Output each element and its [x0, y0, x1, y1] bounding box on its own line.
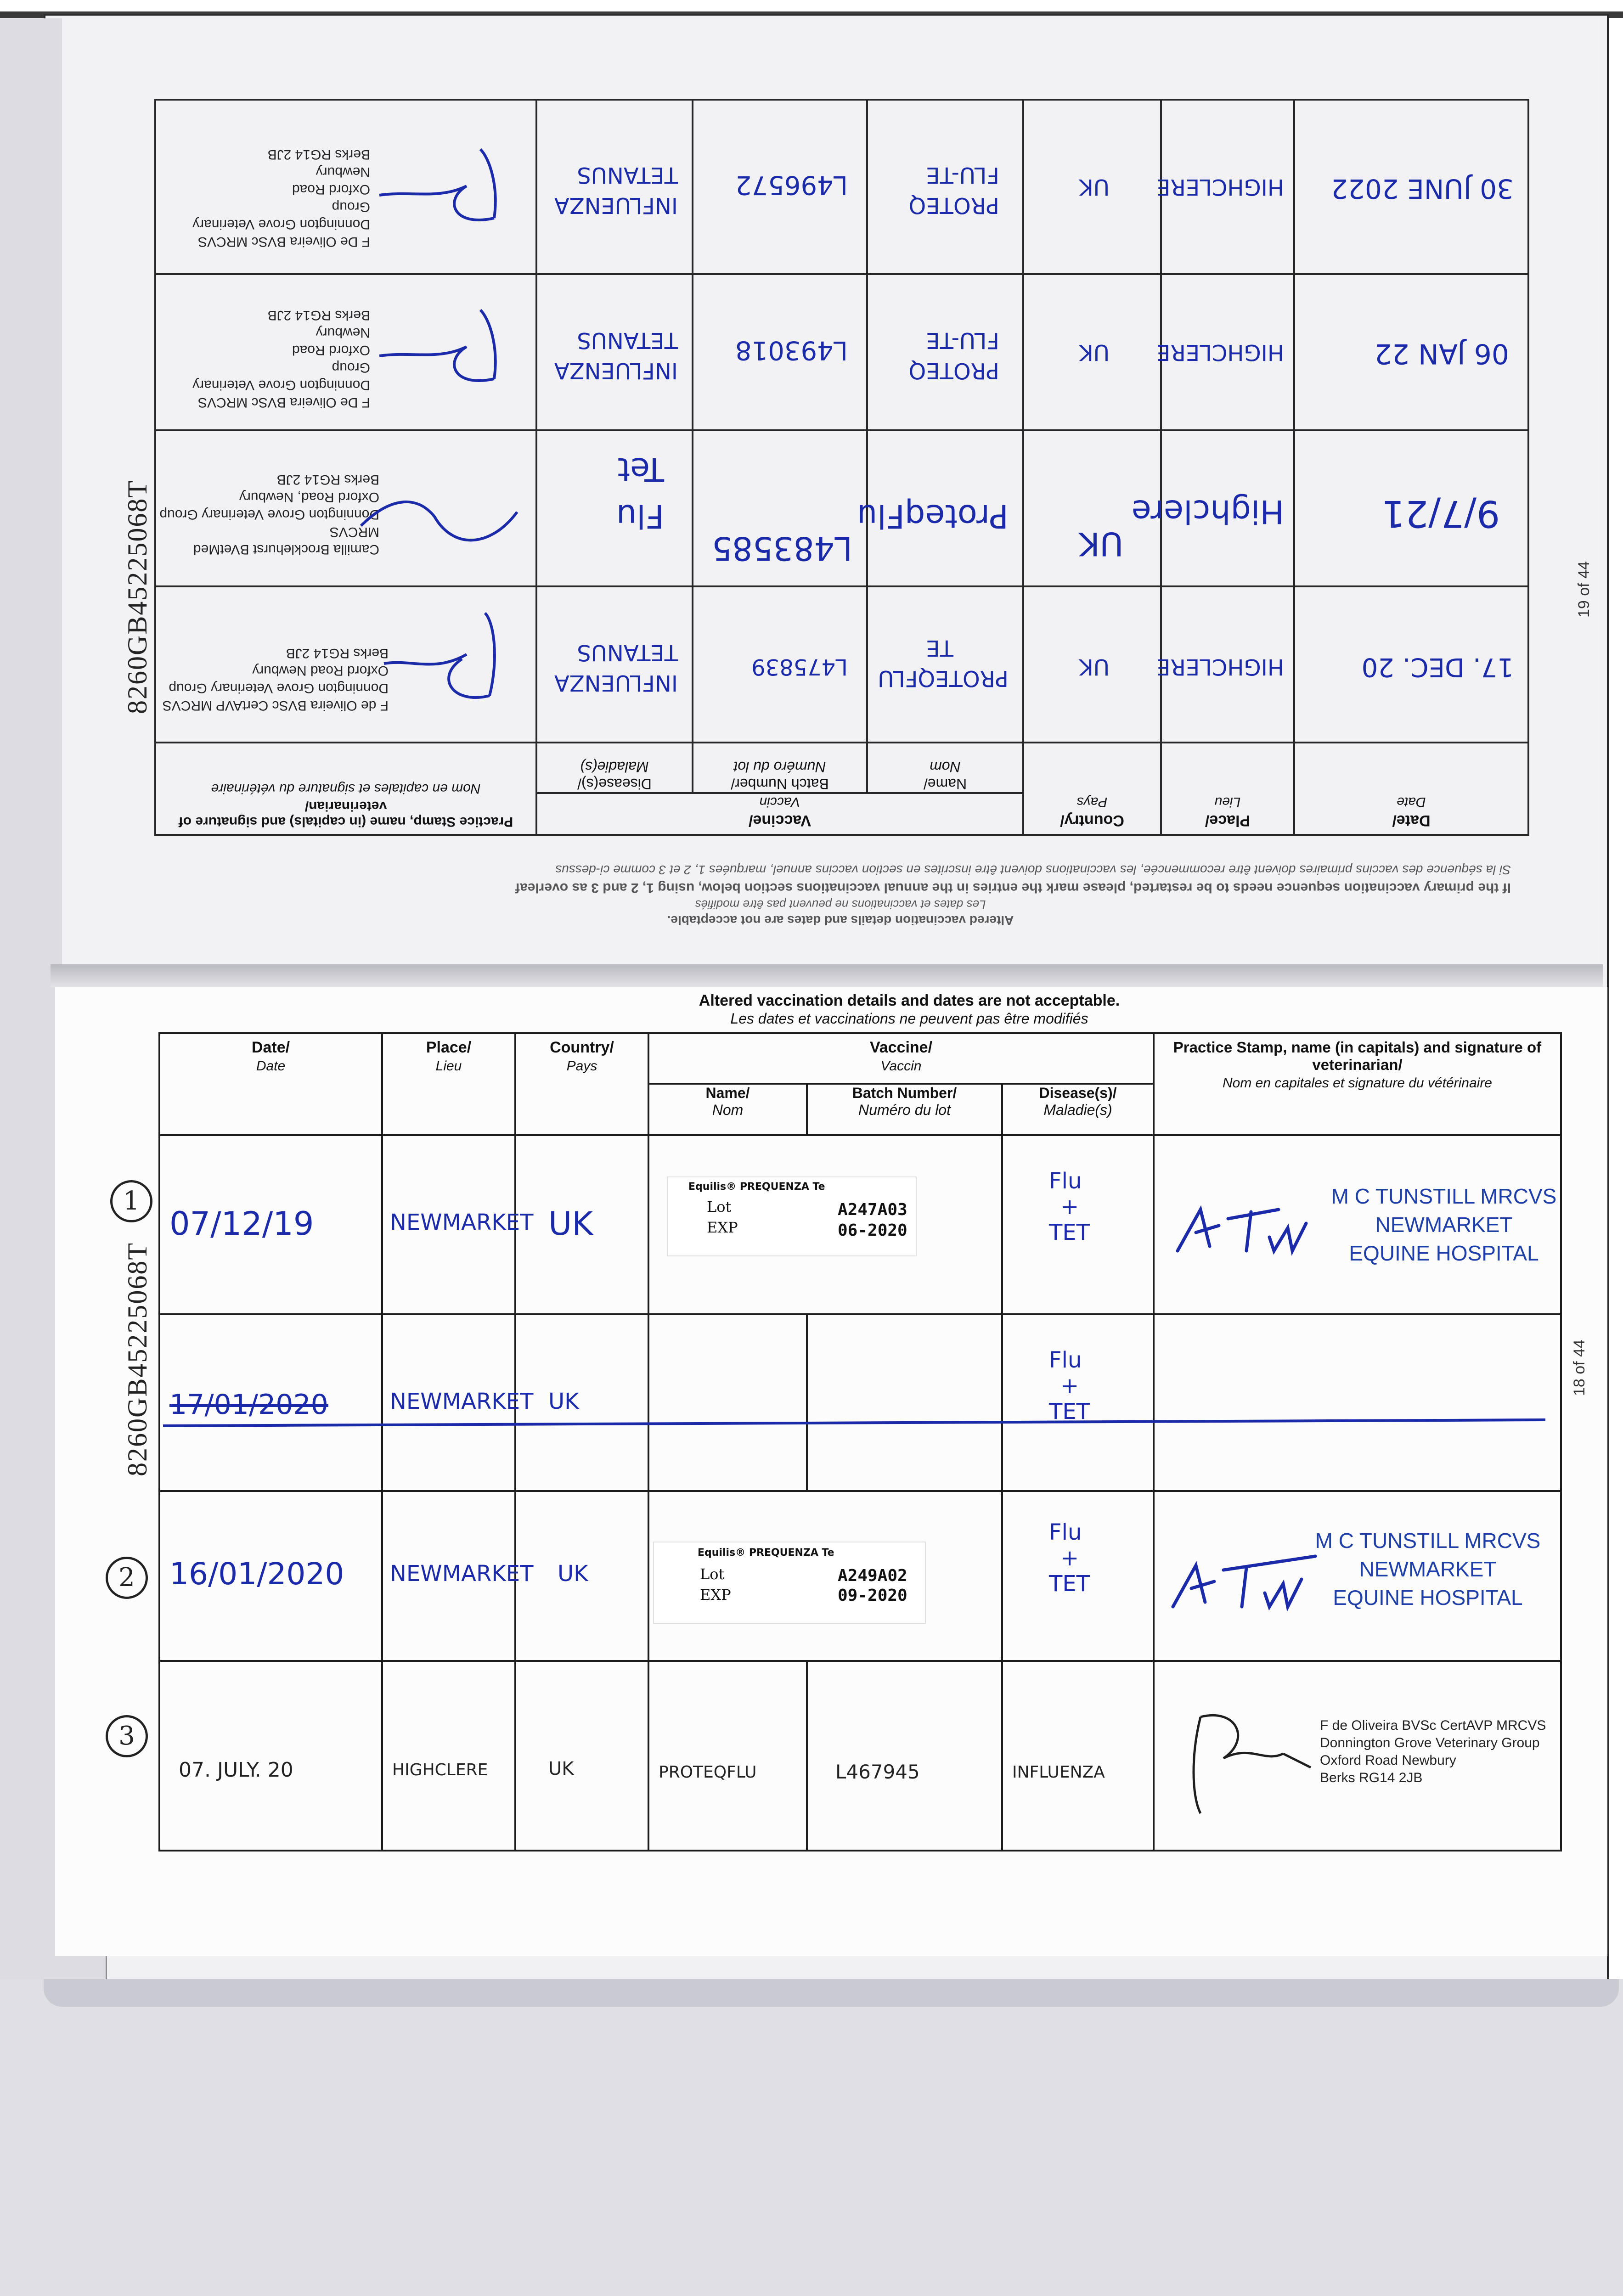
altered-notice-fr: Les dates et vaccinations ne peuvent pas être modifiés [730, 1010, 1088, 1027]
disease-cell-2: + [1060, 1194, 1079, 1220]
disease-cell: INFLUENZA [1012, 1763, 1105, 1782]
place-cell: HIGHCLERE [392, 1761, 488, 1779]
vaccination-table-top [154, 99, 1529, 836]
vet-stamp: F De Oliveira BVSc MRCVS Donnington Grove Veterinary Group Oxford Road Newbury Berks RG14 2JB [192, 147, 370, 249]
vaccine-name-cell: PROTEQ [908, 358, 999, 383]
row-marker-1: 1 [110, 1180, 152, 1222]
table-row [159, 1314, 1561, 1491]
header-batch: Batch Number/ Numéro du lot [693, 743, 867, 793]
vet-signature [1164, 1538, 1320, 1621]
country-cell: UK [558, 1561, 588, 1587]
date-cell: 17/01/2020 [169, 1389, 328, 1421]
batch-cell: L483585 [711, 529, 852, 567]
vaccine-name-cell-2: TE [926, 635, 953, 661]
disease-cell: Flu [1049, 1168, 1082, 1194]
header-country: Country/ Pays [515, 1033, 648, 1135]
notice-top: Altered vaccination details and dates are not acceptable. [667, 913, 1014, 928]
page-label-top: 19 of 44 [1575, 561, 1593, 618]
header-vaccine: Vaccine/ Vaccin [648, 1033, 1154, 1084]
vaccine-name-cell: PROTEQ [908, 192, 999, 218]
disease-cell-3: TET [1049, 1571, 1090, 1597]
vet-stamp: M C TUNSTILL MRCVS NEWMARKET EQUINE HOSPITAL [1331, 1184, 1557, 1265]
vet-stamp: F De Oliveira BVSc MRCVS Donnington Grove Veterinary Group Oxford Road Newbury Berks RG14 2JB [192, 308, 370, 410]
primary-restart-note: If the primary vaccination sequence needs to be restarted, please mark the entries in the annual vaccinations section below, using 1, 2 and 3 as overleaf [515, 880, 1511, 895]
place-cell: NEWMARKET [390, 1210, 534, 1235]
disease-cell-3: TET [1049, 1220, 1090, 1245]
batch-cell: L496572 [735, 170, 848, 200]
vet-signature [379, 604, 517, 714]
table-row [159, 1661, 1561, 1851]
header-disease: Disease(s)/ Maladie(s) [536, 743, 693, 793]
vaccine-name-cell-2: FLU-TE [926, 327, 999, 353]
table-row [155, 586, 1528, 743]
header-batch: Batch Number/ Numéro du lot [807, 1084, 1002, 1135]
primary-restart-note-fr: Si la séquence des vaccins primaires doivent être recommencée, les vaccinations doivent être inscrites en section vaccins annuel, marquées 1, 2 et 3 comme ci-dessus [555, 863, 1511, 877]
date-cell: 30 JUNE 2022 [1331, 173, 1514, 204]
page-label-bottom: 18 of 44 [1571, 1339, 1588, 1396]
date-cell: 07. JULY. 20 [179, 1758, 293, 1782]
header-country: Country/ Pays [1023, 743, 1161, 835]
header-place: Place/ Lieu [382, 1033, 515, 1135]
vet-signature [352, 475, 526, 567]
vet-stamp: Camilla Brocklehurst BVetMed MRCVS Donnington Grove Veterinary Group Oxford Road, Newbury Berks RG14 2JB [159, 472, 379, 557]
disease-cell: Flu [1049, 1347, 1082, 1373]
country-cell: UK [548, 1389, 579, 1414]
place-cell: Highclere [1131, 493, 1284, 530]
table-row [155, 274, 1528, 430]
vet-stamp: M C TUNSTILL MRCVS NEWMARKET EQUINE HOSPITAL [1315, 1529, 1541, 1609]
disease-cell-2: + [1060, 1545, 1079, 1571]
date-cell: 17. DEC. 20 [1361, 652, 1514, 682]
place-cell: NEWMARKET [390, 1561, 534, 1587]
place-cell: HIGHCLERE [1156, 174, 1284, 200]
place-cell: HIGHCLERE [1156, 339, 1284, 365]
header-place: Place/ Lieu [1161, 743, 1294, 835]
disease-cell: Flu [1049, 1519, 1082, 1545]
row-marker-3: 3 [106, 1715, 148, 1757]
serial-number-bottom: 8260GB45225068T [122, 1242, 152, 1476]
country-cell: UK [1079, 174, 1110, 200]
vaccine-name-cell: PROTEQFLU [878, 665, 1009, 691]
altered-notice: Altered vaccination details and dates are not acceptable. [699, 992, 1120, 1009]
table-row [159, 1135, 1561, 1314]
date-cell: 06 JAN 22 [1374, 338, 1509, 370]
header-name: Name/ Nom [867, 743, 1023, 793]
vet-signature [1173, 1699, 1320, 1827]
country-cell: UK [1079, 339, 1110, 365]
batch-cell: L475839 [751, 654, 848, 680]
strike-through-line [158, 1414, 1564, 1433]
vaccine-name-cell-2: FLU-TE [926, 162, 999, 188]
vaccination-table-bottom [158, 1032, 1562, 1851]
batch-cell: L493018 [735, 335, 848, 365]
notice-top-fr: Les dates et vaccinations ne peuvent pas être modifiés [695, 898, 986, 912]
disease-cell-2: TETANUS [577, 162, 678, 188]
header-practice: Practice Stamp, name (in capitals) and signature of veterinarian/ Nom en capitales et signature du vétérinaire [1154, 1033, 1561, 1135]
country-cell: UK [548, 1758, 574, 1779]
table-row [155, 430, 1528, 586]
batch-cell: L467945 [835, 1761, 920, 1783]
header-name: Name/ Nom [648, 1084, 807, 1135]
place-cell: HIGHCLERE [1156, 654, 1284, 680]
vaccine-name-cell: ProteqFlu [857, 497, 1009, 535]
table-row [155, 100, 1528, 274]
disease-cell-3: TET [1049, 1399, 1090, 1424]
disease-cell: INFLUENZA [554, 670, 678, 696]
vet-stamp: F de Oliveira BVSc CertAVP MRCVS Donnington Grove Veterinary Group Oxford Road Newbury Berks RG14 2JB [162, 646, 389, 713]
serial-number-top: 8260GB45225068T [122, 480, 152, 714]
date-cell: 16/01/2020 [169, 1556, 344, 1592]
vet-stamp: F de Oliveira BVSc CertAVP MRCVS Donnington Grove Veterinary Group Oxford Road Newbury Berks RG14 2JB [1320, 1718, 1546, 1785]
vet-signature [370, 301, 517, 402]
vaccine-name-cell: PROTEQFLU [659, 1763, 757, 1782]
place-cell: NEWMARKET [390, 1389, 534, 1414]
header-date: Date/ Date [1294, 743, 1528, 835]
header-disease: Disease(s)/ Maladie(s) [1002, 1084, 1154, 1135]
disease-cell-2: + [1060, 1373, 1079, 1399]
vet-signature [370, 140, 517, 241]
date-cell: 07/12/19 [169, 1205, 314, 1243]
disease-cell: Flu [616, 497, 664, 535]
disease-cell-2: TETANUS [577, 327, 678, 353]
country-cell: UK [1078, 525, 1123, 563]
disease-cell-2: TETANUS [577, 640, 678, 665]
date-cell: 9/7/21 [1381, 492, 1500, 535]
page-fold [51, 964, 1603, 987]
vet-signature [1168, 1182, 1315, 1265]
header-vaccine: Vaccine/ Vaccin [536, 793, 1023, 835]
scanner-bottom-area [0, 1979, 1623, 2296]
header-practice: Practice Stamp, name (in capitals) and signature of veterinarian/ Nom en capitales et signature du vétérinaire [155, 743, 536, 835]
table-row [159, 1491, 1561, 1661]
disease-cell-2: Tet [617, 450, 664, 488]
country-cell: UK [1079, 654, 1110, 680]
vaccine-batch-sticker: Equilis® PREQUENZA Te Lot EXP A247A03 06-2020 [668, 1177, 916, 1255]
passport-cover-edge [44, 1979, 1619, 2007]
country-cell: UK [548, 1205, 593, 1243]
header-date: Date/ Date [159, 1033, 382, 1135]
disease-cell: INFLUENZA [554, 192, 678, 218]
row-marker-2: 2 [106, 1557, 148, 1599]
disease-cell: INFLUENZA [554, 358, 678, 383]
page-19-upside-down-content [156, 101, 1529, 928]
vaccine-batch-sticker: Equilis® PREQUENZA Te Lot EXP A249A02 09-2020 [654, 1542, 925, 1623]
